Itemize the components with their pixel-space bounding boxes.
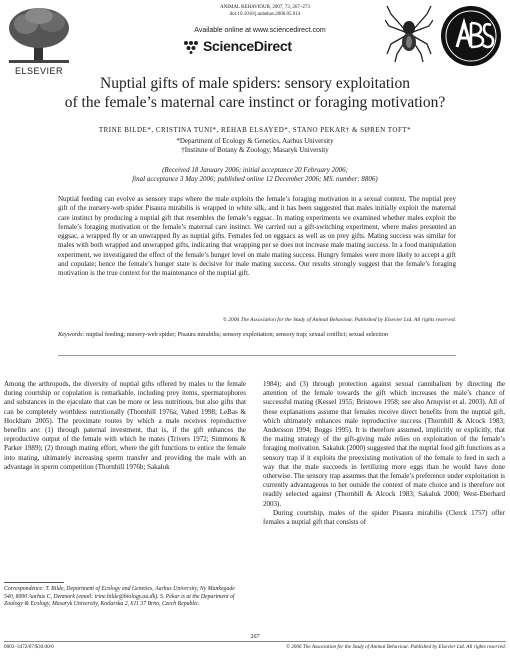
body-column-left: Among the arthropods, the diversity of nuptial gifts offered by males to the female during courtship or copulation is remarkable, including prey items, spermatophores and substances in the ejaculate that can be more or less nutritious, but also gifts that can be completely worthless nutritionally (Thornhill 1976a; Vahed 1998; LeBas & Hockham 2005). The proximate routes by which a male receives reproductive benefits are: (1) through paternal investment, that is, if the gift enhances the reproductive output of the female with which he mates (Trivers 1972; Simmons & Parker 1989); (2) through mating effort, where the gift functions to entice the female into mating, ultimately increasing sperm transfer and providing the male with an advantage in sperm competition (Thornhill 1976b; Sakaluk bbox=[4, 380, 246, 471]
page-number: 267 bbox=[250, 634, 260, 640]
journal-citation: ANIMAL BEHAVIOUR, 2007, 73, 267–273 bbox=[220, 5, 310, 10]
affiliation-2: †Institute of Botany & Zoology, Masaryk University bbox=[181, 146, 329, 154]
abs-society-logo-icon bbox=[440, 5, 502, 67]
footer-rule bbox=[4, 641, 506, 642]
keywords-text: nuptial feeding; nursery-web spider; Pisaura mirabilis; sensory exploitation; sensory trap; sexual conflict; sexual selection bbox=[86, 331, 389, 338]
doi: doi:10.1016/j.anbehav.2006.05.014 bbox=[229, 12, 301, 17]
correspondence-footnote: Correspondence: T. Bilde, Department of Ecology and Genetics, Aarhus University, Ny Munkegade 540, 8000 Aarhus C, Denmark (email: trine.bilde@biology.au.dk). S. Pekar is at the Department of Zoology & Ecology, Masaryk University, Kotlarska 2, 611 37 Brno, Czech Republic. bbox=[4, 586, 235, 608]
author-list: TRINE BILDE*, CRISTINA TUNI*, REHAB ELSAYED*, STANO PEKAR† & SØREN TOFT* bbox=[98, 126, 412, 134]
issn: 0003–3472/07/$30.00/0 bbox=[4, 644, 54, 650]
title-line-2: of the female’s maternal care instinct or foraging motivation? bbox=[64, 94, 446, 111]
keywords-label: Keywords: bbox=[58, 331, 85, 338]
body-paragraph: During courtship, males of the spider Pisaura mirabilis (Clerck 1757) offer females a nuptial gift that consists of bbox=[263, 508, 505, 527]
keywords bbox=[58, 331, 456, 339]
sciencedirect-wordmark: ScienceDirect bbox=[203, 38, 292, 54]
article-title bbox=[30, 74, 480, 112]
sciencedirect-logo bbox=[183, 38, 343, 58]
abstract: Nuptial feeding can evolve as sensory traps where the male exploits the female’s foraging motivation in a sexual context. The nuptial prey gift of the nursery-web spider Pisaura mirabilis is wrapped in white silk, and it has been suggested that males initially exploit the maternal care instinct by producing a nuptial gift that resembles the female’s eggsac. In mating experiments we examined whether males exploit the female’s foraging motivation or the female’s maternal care instinct. We carried out a gift-switching experiment, where males presented an eggsac, a wrapped fly or an unwrapped fly as nuptial gifts. Females fed on eggsacs as well as on prey gifts. Mating success was similar for males with both wrapped and unwrapped gifts, indicating that wrapping per se does not increase male mating success. In a food manipulation experiment, we investigated the effect of the female’s hunger level on male mating success. Hungry females were more likely to accept a gift and copulate; hence the female’s hunger state is decisive for male mating success. Our results strongly suggest that the female’s foraging motivation is the true context for the maintenance of the nuptial gift. bbox=[58, 195, 456, 278]
body-column-right bbox=[263, 380, 505, 527]
body-paragraph: 1984); and (3) through protection against sexual cannibalism by directing the attention of the female towards the gift which increases the male’s chance of successful mating (Kessel 1955; Bristowe 1958; see also Arnqvist et al. 2003). All of these explanations assume that females receive direct benefits from the nuptial gift, which ultimately enhances male reproductive success (Thornhill & Alcock 1983; Andersson 1994; Boggs 1995). It is therefore assumed, implicitly or explicitly, that the mating strategy of the gift-giving male relies on exploitation of the female’s foraging motivation. Sakaluk (2000) suggested that the nuptial food gift functions as a sensory trap if it exploits the preexisting motivation of the female to feed in such a way that the male succeeds in fertilizing more eggs than he would have done otherwise. The sensory trap assumes that the female’s preference under exploitation is currently advantageous to her outside the context of mate choice and is therefore not readily selected against (Thornhill & Alcock 1983; Sakaluk 2000; West-Eberhard 2003). bbox=[263, 380, 505, 508]
footer-copyright: © 2006 The Association for the Study of Animal Behaviour. Published by Elsevier Ltd. All rights reserved. bbox=[285, 644, 506, 650]
available-online-line: Available online at www.sciencedirect.com bbox=[194, 27, 326, 34]
publisher-name: ELSEVIER bbox=[14, 66, 64, 76]
affiliation-1: *Department of Ecology & Genetics, Aarhus University bbox=[176, 137, 334, 145]
elsevier-tree-logo-icon bbox=[4, 4, 74, 66]
footnote-rule bbox=[4, 582, 64, 583]
received-dates: (Received 18 January 2006; initial acceptance 20 February 2006; bbox=[162, 166, 348, 174]
title-line-1: Nuptial gifts of male spiders: sensory exploitation bbox=[100, 75, 410, 92]
acceptance-dates: final acceptance 3 May 2006; published online 12 December 2006; MS. number: 8806) bbox=[132, 175, 378, 183]
section-divider bbox=[58, 355, 456, 356]
spider-illustration-icon bbox=[385, 4, 433, 64]
sciencedirect-icon bbox=[183, 40, 199, 54]
abstract-copyright: © 2006 The Association for the Study of Animal Behaviour. Published by Elsevier Ltd. All rights reserved. bbox=[222, 317, 456, 323]
